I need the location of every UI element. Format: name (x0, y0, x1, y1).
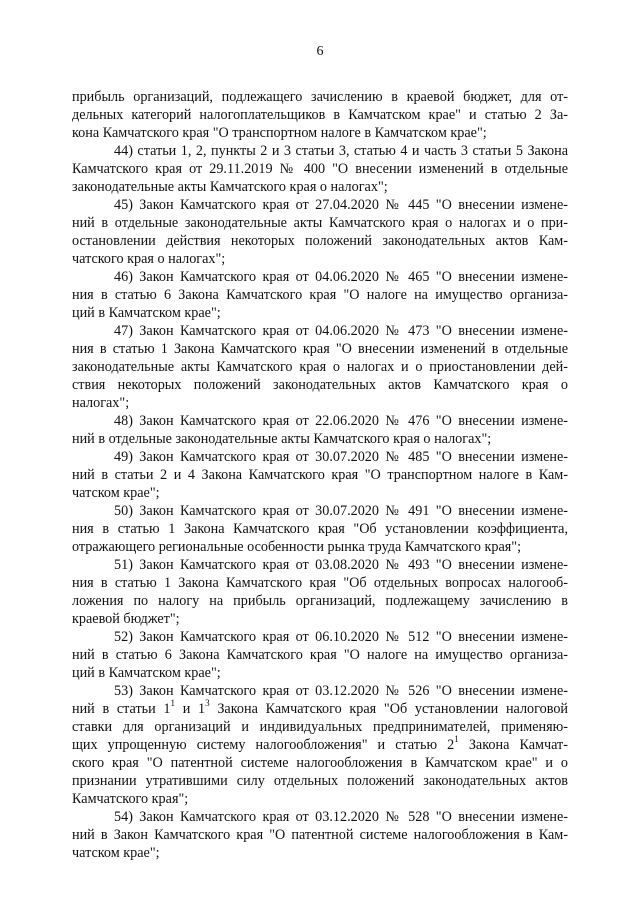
paragraph-start-line: 51) Закон Камчатского края от 03.08.2020 № 493 "О внесении измене- (114, 557, 568, 573)
text-line: краевой бюджет"; (72, 611, 180, 627)
text-fragment: щих упрощенную систему налогообложения" и статью 2 (72, 737, 455, 753)
text-line: ний в Закон Камчатского края "О патентной системе налогообложения в Кам- (72, 827, 568, 843)
superscript: 1 (454, 734, 459, 745)
paragraph-start-line: 45) Закон Камчатского края от 27.04.2020 № 445 "О внесении измене- (114, 197, 568, 213)
text-line: ния в статью 1 Закона Камчатского края "Об установлении коэффициента, (72, 521, 568, 537)
paragraph-start-line: 52) Закон Камчатского края от 06.10.2020 № 512 "О внесении измене- (114, 629, 568, 645)
page-number: 6 (316, 44, 324, 59)
text-line: отражающего региональные особенности рынка труда Камчатского края"; (72, 539, 522, 555)
text-line: Камчатского края"; (72, 791, 189, 807)
text-line: ния в статью 1 Закона Камчатского края "О внесении изменений в отдельные (72, 341, 568, 357)
text-line: чатском крае"; (72, 845, 160, 861)
text-line: ния в статью 1 Закона Камчатского края "Об отдельных вопросах налогооб- (72, 575, 568, 591)
text-fragment: Закона Камчат- (458, 737, 568, 753)
text-fragment: и 1 (175, 701, 206, 717)
text-line: чатского края о налогах"; (72, 251, 226, 267)
text-line: Камчатского края от 29.11.2019 № 400 "О внесении изменений в отдельные (72, 161, 568, 177)
paragraph-start-line: 46) Закон Камчатского края от 04.06.2020 № 465 "О внесении измене- (114, 269, 568, 285)
text-line: ний в статью 6 Закона Камчатского края "О налоге на имущество организа- (72, 647, 568, 663)
superscript: 3 (205, 698, 210, 709)
text-line: остановлении действия некоторых положений законодательных актов Кам- (72, 233, 568, 249)
paragraph-start-line: 48) Закон Камчатского края от 22.06.2020 № 476 "О внесении измене- (114, 413, 568, 429)
paragraph-start-line: 50) Закон Камчатского края от 30.07.2020 № 491 "О внесении измене- (114, 503, 568, 519)
text-line-with-superscripts (72, 700, 568, 718)
text-line: законодательные акты Камчатского края о налогах и о приостановлении дей- (72, 359, 568, 375)
text-line-with-superscripts (72, 736, 568, 754)
paragraph-start-line: 49) Закон Камчатского края от 30.07.2020 № 485 "О внесении измене- (114, 449, 568, 465)
text-line: ний в статьи 2 и 4 Закона Камчатского края "О транспортном налоге в Кам- (72, 467, 568, 483)
paragraph-start-line: 54) Закон Камчатского края от 03.12.2020 № 528 "О внесении измене- (114, 809, 568, 825)
text-line: чатском крае"; (72, 485, 160, 501)
text-line: прибыль организаций, подлежащего зачислению в краевой бюджет, для от- (72, 89, 568, 105)
text-fragment: ний в статьи 1 (72, 701, 171, 717)
paragraph-start-line: 47) Закон Камчатского края от 04.06.2020 № 473 "О внесении измене- (114, 323, 568, 339)
text-line: дельных категорий налогоплательщиков в Камчатском крае" и статью 2 За- (72, 107, 568, 123)
text-line: ложения по налогу на прибыль организаций, подлежащему зачислению в (72, 593, 568, 609)
text-line: законодательные акты Камчатского края о налогах"; (72, 179, 388, 195)
text-line: ний в отдельные законодательные акты Камчатского края о налогах и о при- (72, 215, 568, 231)
text-line: признании утратившими силу отдельных положений законодательных актов (72, 773, 568, 789)
text-line: ского края "О патентной системе налогообложения в Камчатском крае" и о (72, 755, 568, 771)
text-line: ций в Камчатском крае"; (72, 305, 221, 321)
text-line: ставки для организаций и индивидуальных предпринимателей, применяю- (72, 719, 568, 735)
text-line: кона Камчатского края "О транспортном налоге в Камчатском крае"; (72, 125, 487, 141)
superscript: 1 (170, 698, 176, 709)
paragraph-start-line: 53) Закон Камчатского края от 03.12.2020 № 526 "О внесении измене- (114, 683, 568, 699)
text-line: ния в статью 6 Закона Камчатского края "О налоге на имущество организа- (72, 287, 568, 303)
paragraph-start-line: 44) статьи 1, 2, пункты 2 и 3 статьи 3, статью 4 и часть 3 статьи 5 Закона (114, 143, 568, 159)
text-line: ний в отдельные законодательные акты Камчатского края о налогах"; (72, 431, 492, 447)
text-line: ций в Камчатском крае"; (72, 665, 221, 681)
text-line: ствия некоторых положений законодательных актов Камчатского края о (72, 377, 568, 393)
text-line: налогах"; (72, 395, 130, 411)
text-fragment: Закона Камчатского края "Об установлении налоговой (209, 701, 569, 717)
